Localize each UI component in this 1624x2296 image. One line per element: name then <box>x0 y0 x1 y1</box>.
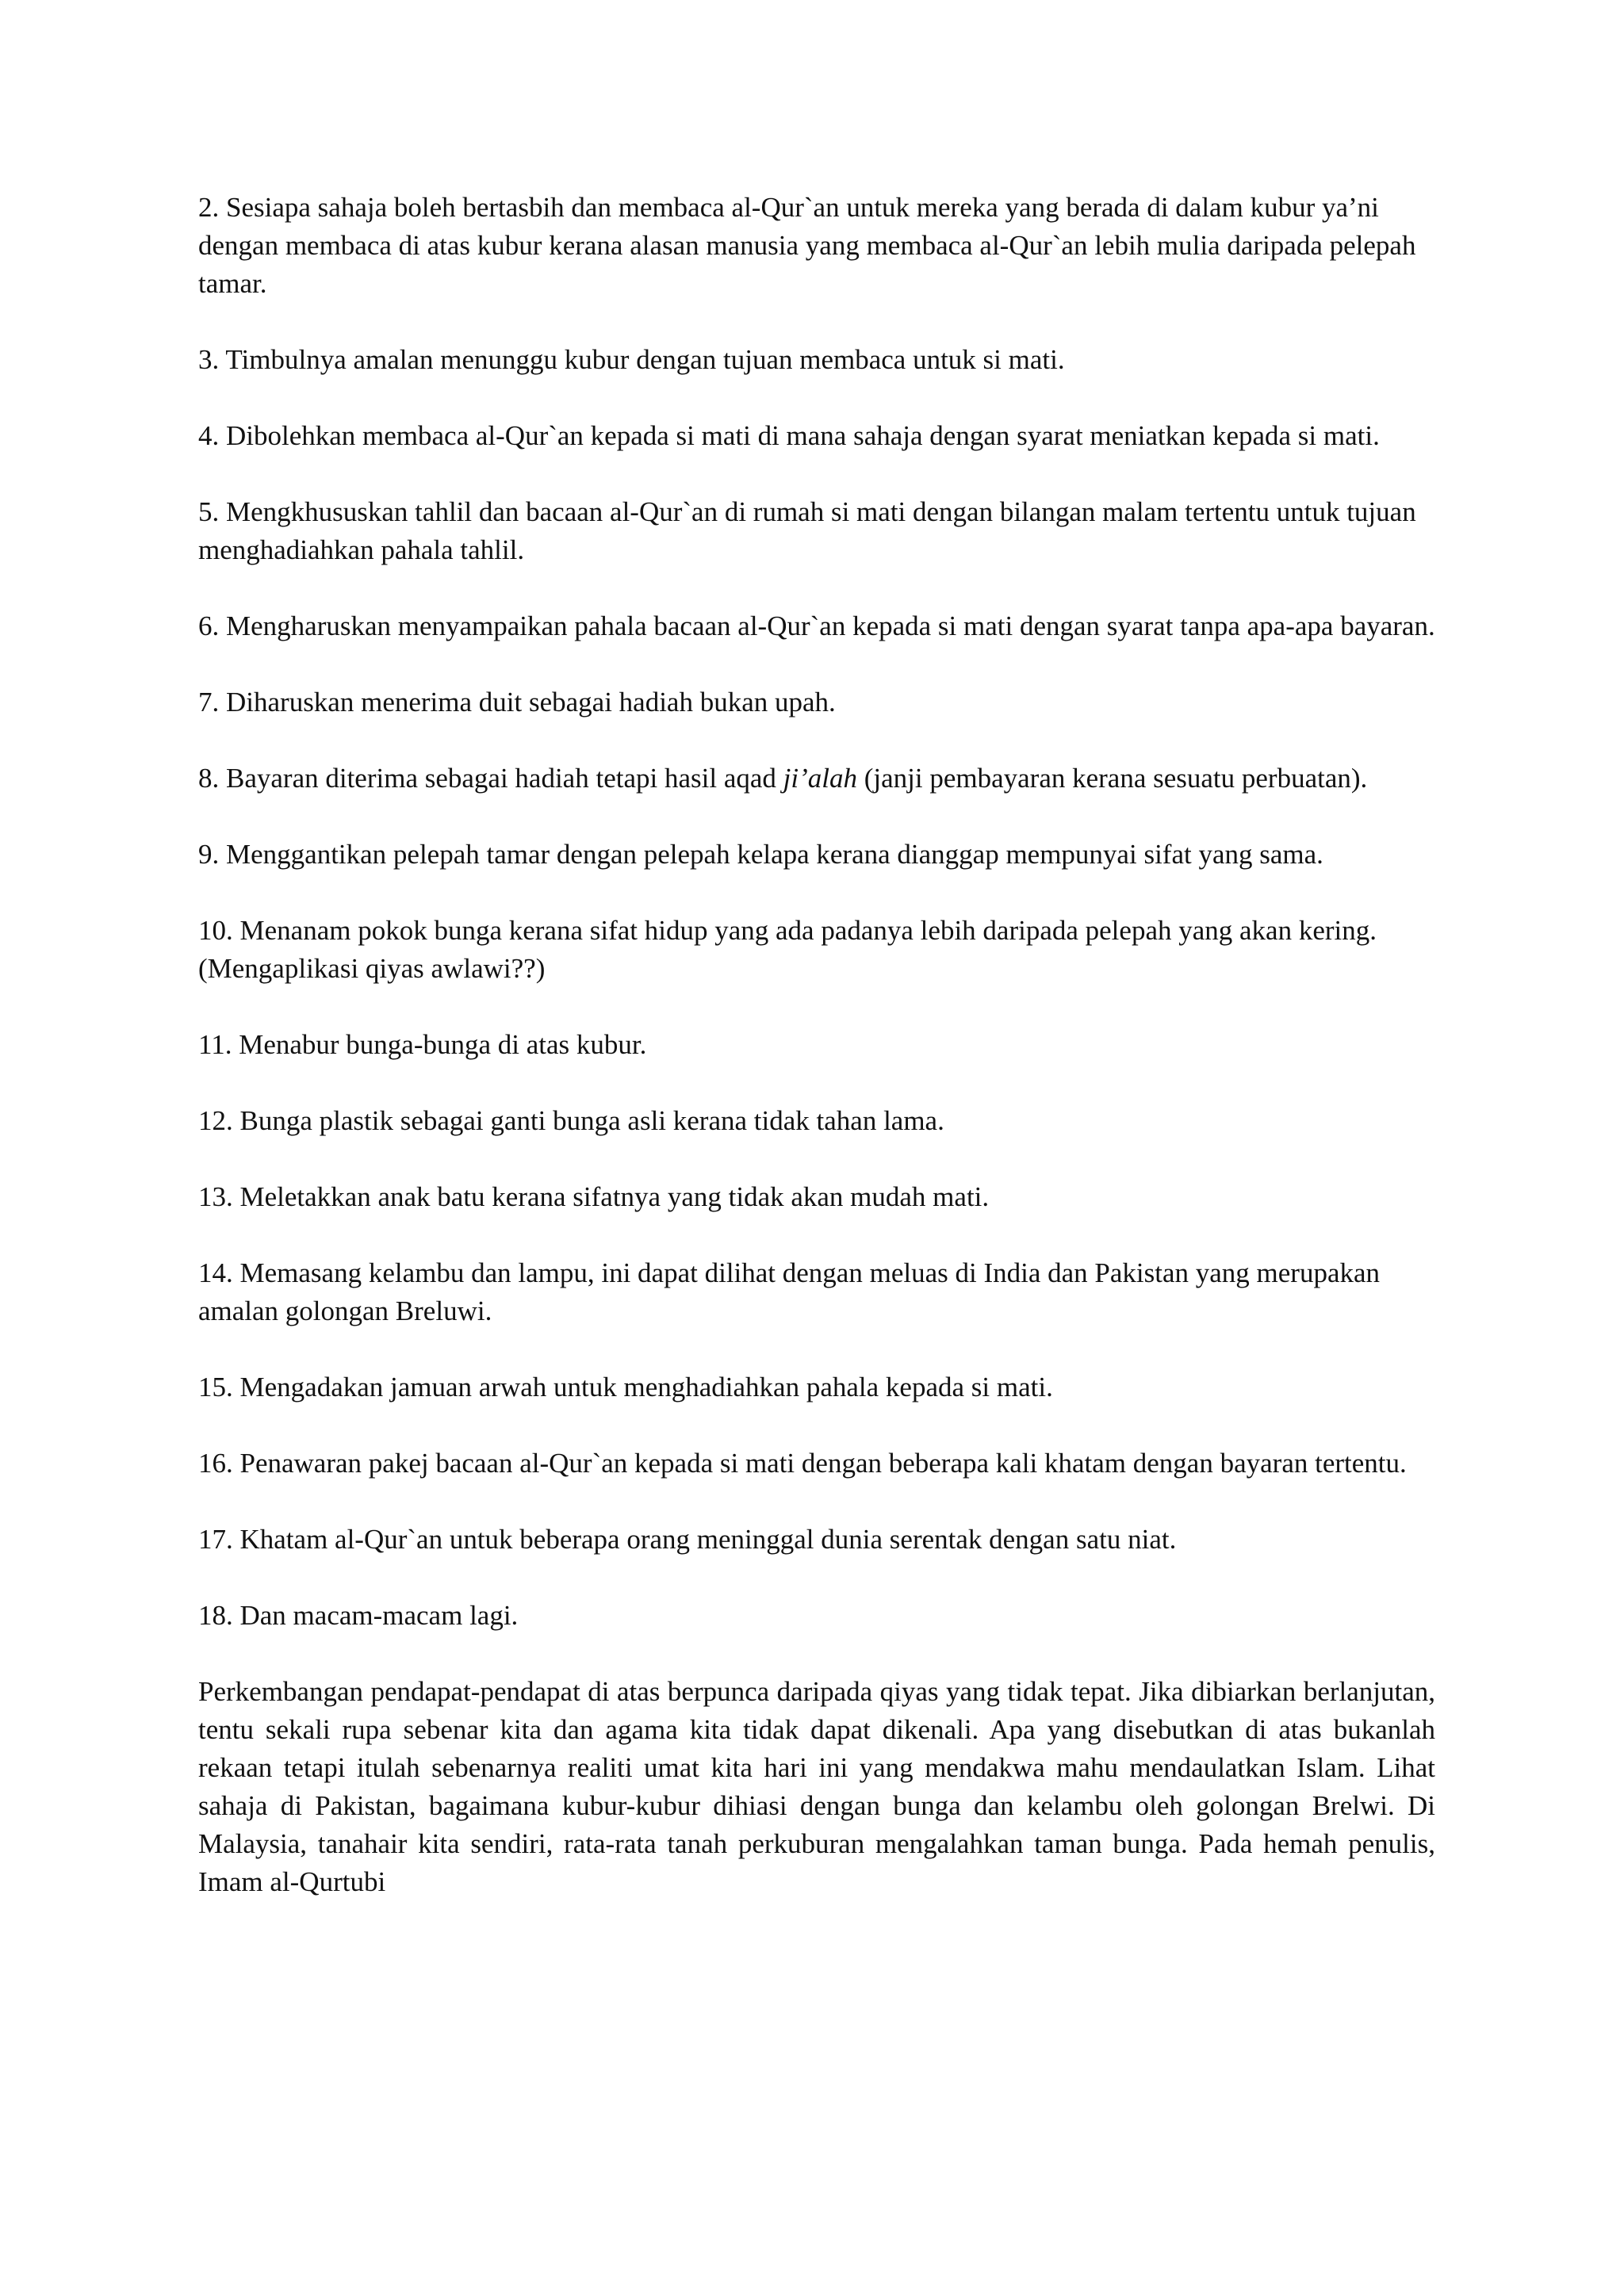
list-item-8 <box>198 760 1435 798</box>
list-item-3: 3. Timbulnya amalan menunggu kubur dengan tujuan membaca untuk si mati. <box>198 344 1065 375</box>
list-item-7: 7. Diharuskan menerima duit sebagai hadiah bukan upah. <box>198 687 836 718</box>
list-item-4: 4. Dibolehkan membaca al-Qur`an kepada si mati di mana sahaja dengan syarat meniatkan kepada si mati. <box>198 420 1380 451</box>
list-item-6: 6. Mengharuskan menyampaikan pahala bacaan al-Qur`an kepada si mati dengan syarat tanpa apa-apa bayaran. <box>198 610 1435 641</box>
list-item-10: 10. Menanam pokok bunga kerana sifat hidup yang ada padanya lebih daripada pelepah yang akan kering. (Mengaplikasi qiyas awlawi??) <box>198 915 1377 984</box>
list-item-12: 12. Bunga plastik sebagai ganti bunga asli kerana tidak tahan lama. <box>198 1105 944 1136</box>
list-item-15: 15. Mengadakan jamuan arwah untuk menghadiahkan pahala kepada si mati. <box>198 1372 1053 1402</box>
document-page <box>198 189 1435 1901</box>
list-item-9: 9. Menggantikan pelepah tamar dengan pelepah kelapa kerana dianggap mempunyai sifat yang sama. <box>198 839 1323 870</box>
list-item-13: 13. Meletakkan anak batu kerana sifatnya yang tidak akan mudah mati. <box>198 1181 990 1212</box>
list-item-17: 17. Khatam al-Qur`an untuk beberapa orang meninggal dunia serentak dengan satu niat. <box>198 1524 1177 1555</box>
list-item-5: 5. Mengkhususkan tahlil dan bacaan al-Qur`an di rumah si mati dengan bilangan malam tertentu untuk tujuan menghadiahkan pahala tahlil. <box>198 496 1416 565</box>
list-item-11: 11. Menabur bunga-bunga di atas kubur. <box>198 1029 647 1060</box>
list-item-8-text-after: (janji pembayaran kerana sesuatu perbuatan). <box>856 763 1368 794</box>
list-item-8-text-before: 8. Bayaran diterima sebagai hadiah tetapi hasil aqad <box>198 763 783 794</box>
list-item-14: 14. Memasang kelambu dan lampu, ini dapat dilihat dengan meluas di India dan Pakistan yang merupakan amalan golongan Breluwi. <box>198 1257 1381 1326</box>
list-item-2: 2. Sesiapa sahaja boleh bertasbih dan membaca al-Qur`an untuk mereka yang berada di dalam kubur ya’ni dengan membaca di atas kubur kerana alasan manusia yang membaca al-Qur`an lebih mulia daripada pelepah tamar. <box>198 192 1416 299</box>
list-item-16: 16. Penawaran pakej bacaan al-Qur`an kepada si mati dengan beberapa kali khatam dengan bayaran tertentu. <box>198 1448 1407 1479</box>
list-item-8-italic-term: ji’alah <box>783 763 857 794</box>
closing-paragraph: Perkembangan pendapat-pendapat di atas berpunca daripada qiyas yang tidak tepat. Jika dibiarkan berlanjutan, tentu sekali rupa sebenar kita dan agama kita tidak dapat dikenali. Apa yang disebutkan di atas bukanlah rekaan tetapi itulah sebenarnya realiti umat kita hari ini yang mendakwa mahu mendaulatkan Islam. Lihat sahaja di Pakistan, bagaimana kubur-kubur dihiasi dengan bunga dan kelambu oleh golongan Brelwi. Di Malaysia, tanahair kita sendiri, rata-rata tanah perkuburan mengalahkan taman bunga. Pada hemah penulis, Imam al-Qurtubi <box>198 1676 1435 1897</box>
list-item-18: 18. Dan macam-macam lagi. <box>198 1600 519 1631</box>
